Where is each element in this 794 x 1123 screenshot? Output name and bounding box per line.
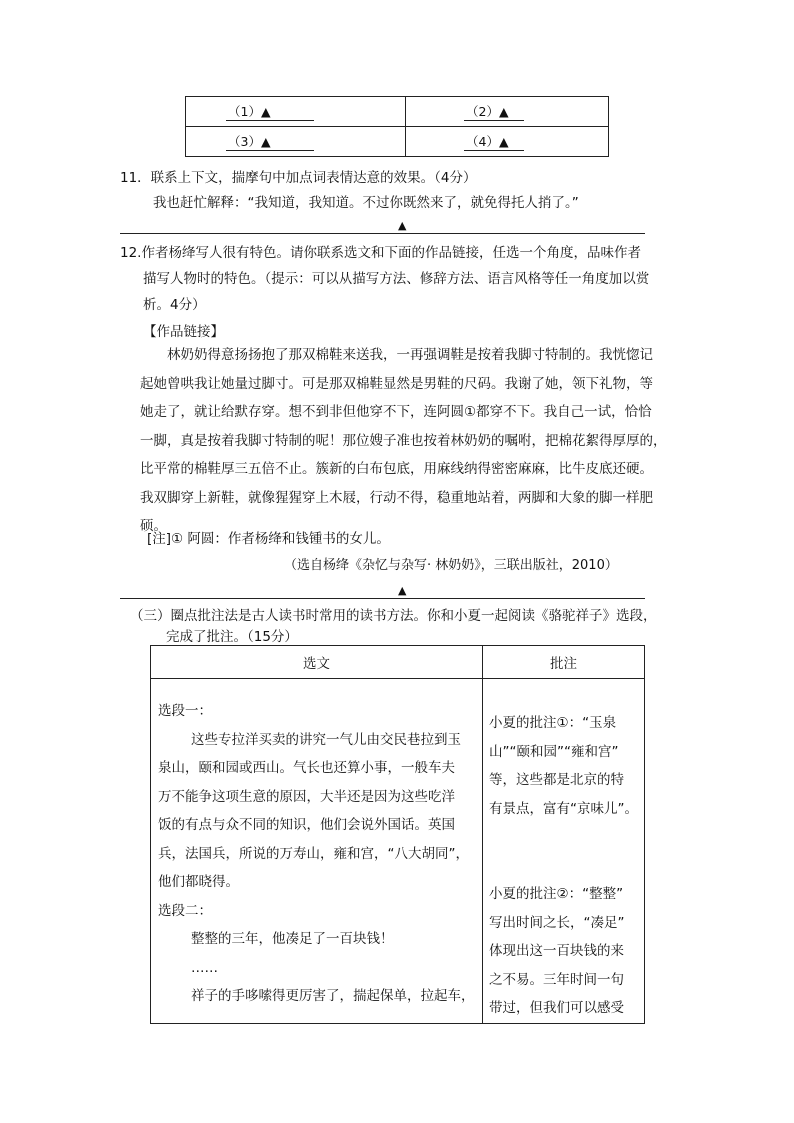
- annotation-1-line: 山”“颐和园”“雍和宫”: [489, 743, 619, 760]
- passage-line: 我双脚穿上新鞋，就像猩猩穿上木屐，行动不得，稳重地站着，两脚和大象的脚一样肥: [140, 489, 653, 506]
- work-link-title: 【作品链接】: [143, 324, 224, 340]
- q12-answer-mark: ▲: [398, 584, 407, 597]
- q12-question-line-2: 描写人物时的特色。（提示：可以从描写方法、修辞方法、语言风格等任一角度加以赏: [143, 271, 650, 287]
- q12-question-line-1: 12.作者杨绛写人很有特色。请你联系选文和下面的作品链接，任选一个角度，品味作者: [120, 245, 641, 261]
- segment-1-title: 选段一：: [158, 703, 212, 719]
- passage-line: 她走了，就让给默存穿。想不到非但他穿不下，连阿圆①都穿不下。我自己一试，恰恰: [140, 404, 652, 420]
- answer-cell-3[interactable]: （3）▲: [186, 127, 406, 157]
- q11-answer-line[interactable]: [120, 233, 645, 234]
- passage-line: 起她曾哄我让她量过脚寸。可是那双棉鞋显然是男鞋的尺码。我谢了她，领下礼物，等: [140, 375, 653, 392]
- segment-1-line: 这些专拉洋买卖的讲究一气儿由交民巷拉到玉: [191, 731, 461, 748]
- passage-line: 一脚，真是按着我脚寸特制的呢！那位嫂子准也按着林奶奶的嘱咐，把棉花絮得厚厚的，: [140, 432, 667, 449]
- q11-quote: 我也赶忙解释：“我知道，我知道。不过你既然来了，就免得托人捎了。”: [153, 195, 579, 211]
- q11-question: 11．联系上下文，揣摩句中加点词表情达意的效果。（4分）: [120, 170, 477, 186]
- segment-2-line: 祥子的手哆嗦得更厉害了，揣起保单，拉起车，: [191, 988, 475, 1004]
- passage-line: 林奶奶得意扬扬抱了那双棉鞋来送我，一再强调鞋是按着我脚寸特制的。我恍惚记: [167, 347, 653, 363]
- passage-line: 硕。: [140, 518, 167, 534]
- annotation-1-line: 有景点，富有“京味儿”。: [489, 800, 638, 817]
- passage-source: （选自杨绛《杂忆与杂写· 林奶奶》，三联出版社，2010）: [284, 558, 618, 573]
- annotation-2-line: 小夏的批注②：“整整”: [489, 886, 624, 902]
- annotation-2-line: 体现出这一百块钱的来: [489, 943, 624, 959]
- segment-1-line: 他们都晓得。: [158, 874, 239, 890]
- segment-1-line: 兵，法国兵，所说的万寿山，雍和宫，“八大胡同”，: [158, 845, 469, 862]
- annotation-2-line: 之不易。三年时间一句: [489, 971, 624, 988]
- segment-1-line: 万不能争这项生意的原因，大半还是因为这些吃洋: [158, 788, 455, 805]
- passage-note: [注]① 阿圆：作者杨绛和钱锺书的女儿。: [147, 531, 390, 547]
- annotation-1-line: 小夏的批注①：“玉泉: [489, 715, 617, 731]
- work-link-passage: [140, 341, 685, 541]
- selected-text-cell: [151, 679, 483, 1024]
- annotation-1-line: 等，这些都是北京的特: [489, 772, 624, 788]
- answer-cell-4[interactable]: （4）▲: [406, 127, 609, 157]
- section3-instruction: （三）圈点批注法是古人读书时常用的读书方法。你和小夏一起阅读《骆驼祥子》选段，: [130, 608, 657, 624]
- header-annotation: 批注: [483, 646, 645, 679]
- q11-answer-mark: ▲: [398, 219, 407, 232]
- answer-cell-1[interactable]: （1）▲: [186, 97, 406, 127]
- annotation-table: [150, 645, 645, 1024]
- passage-line: 比平常的棉鞋厚三五倍不止。簇新的白布包底，用麻线纳得密密麻麻，比牛皮底还硬。: [140, 461, 653, 477]
- header-selected-text: 选文: [151, 646, 483, 679]
- q12-question-line-3: 析。4分）: [143, 297, 206, 313]
- segment-2-line: 整整的三年，他凑足了一百块钱！: [191, 931, 394, 947]
- answer-cell-2[interactable]: （2）▲: [406, 97, 609, 127]
- section3-instruction-2: 完成了批注。（15分）: [166, 629, 298, 645]
- annotation-2-line: 带过，但我们可以感受: [489, 1000, 624, 1016]
- annotation-2-line: 写出时间之长，“凑足”: [489, 914, 625, 931]
- segment-1-line: 泉山，颐和园或西山。气长也还算小事，一般车夫: [158, 760, 455, 776]
- annotation-cell: [483, 679, 645, 1024]
- segment-1-line: 饭的有点与众不同的知识，他们会说外国话。英国: [158, 817, 455, 833]
- segment-2-line: ……: [191, 959, 218, 976]
- q12-answer-line[interactable]: [120, 598, 645, 599]
- answer-table: [185, 96, 609, 157]
- segment-2-title: 选段二：: [158, 902, 212, 919]
